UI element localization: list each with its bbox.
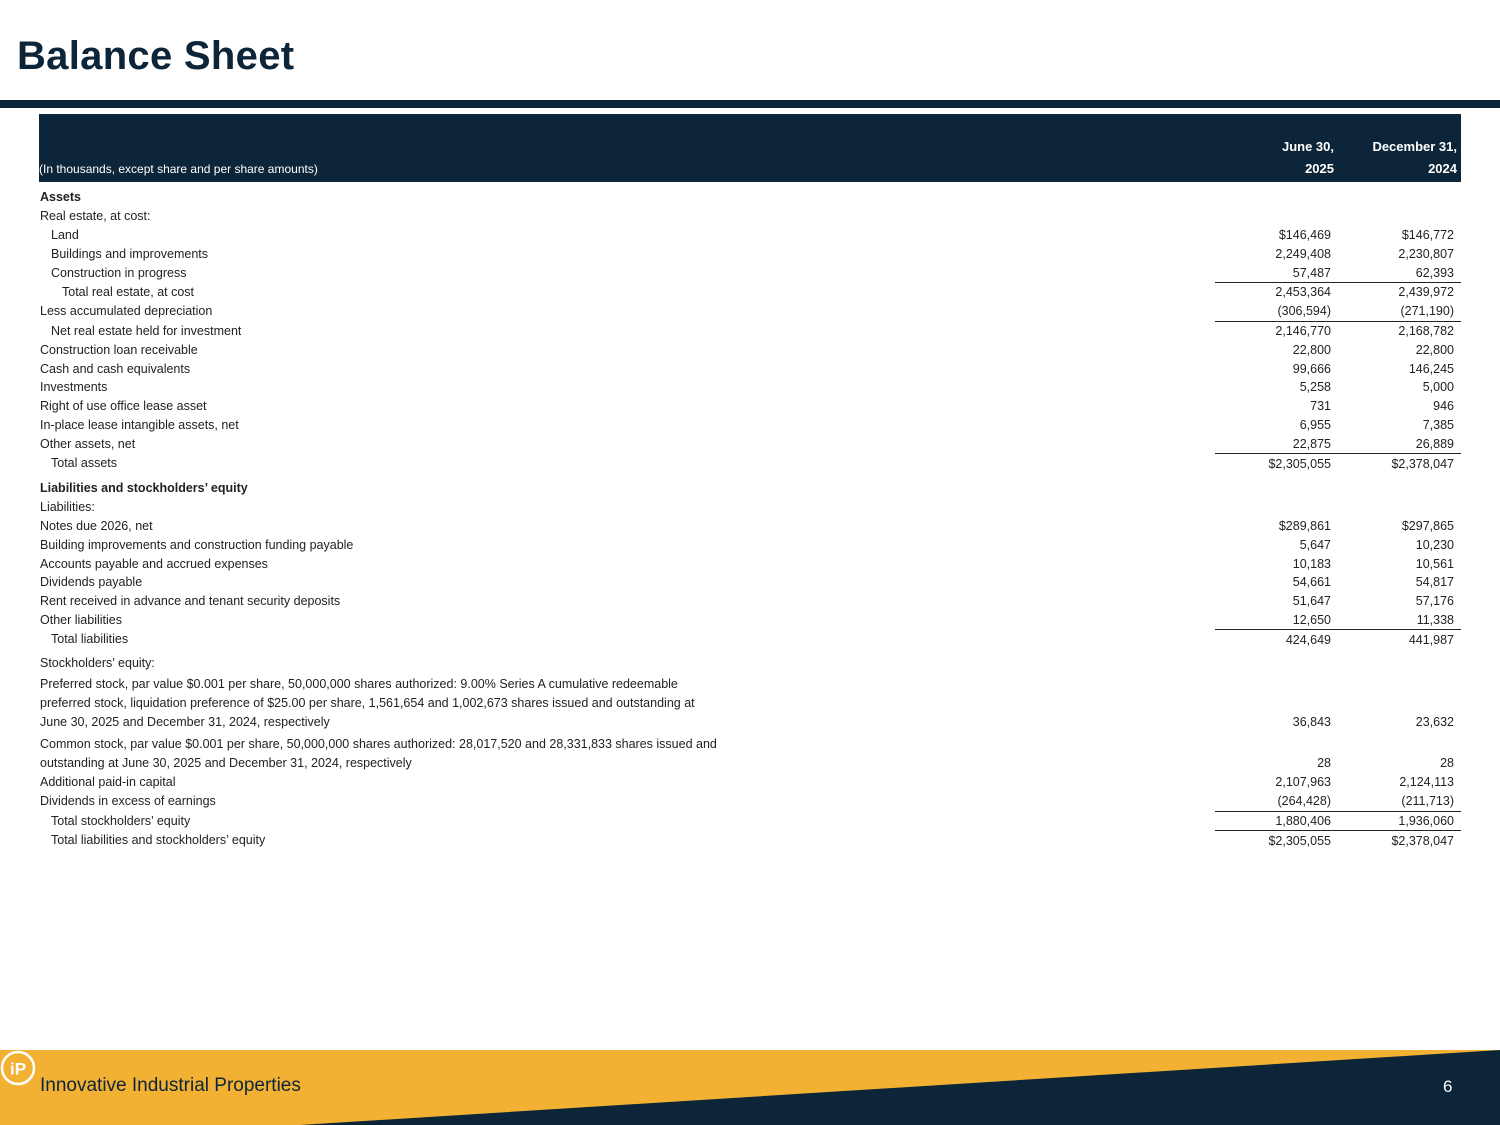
- value-december-2024: $2,378,047: [1391, 456, 1454, 471]
- value-december-2024: 2,124,113: [1399, 775, 1454, 790]
- value-june-2025: [1215, 649, 1338, 672]
- value-december-2024: $146,772: [1401, 227, 1454, 242]
- value-december-2024: 10,230: [1415, 537, 1454, 552]
- value-june-2025: $2,305,055: [1268, 456, 1331, 471]
- table-row: [39, 773, 1461, 792]
- value-june-2025: 731: [1310, 399, 1331, 414]
- footer: [0, 1050, 1500, 1125]
- units-note: (In thousands, except share and per share amounts): [39, 114, 1215, 182]
- row-label: Common stock, par value $0.001 per share, 50,000,000 shares authorized: 28,017,520 and 28,331,833 shares issued and outstanding at June 30, 2025 and December 31, 2024, respectively: [40, 736, 717, 770]
- company-logo-icon: [0, 1050, 36, 1086]
- row-label: Total stockholders’ equity: [51, 813, 191, 828]
- logo-text: iP: [9, 1059, 27, 1079]
- column-header-line: 2025: [1305, 161, 1334, 176]
- value-june-2025: [1215, 473, 1338, 498]
- value-december-2024: (271,190): [1338, 302, 1461, 321]
- row-label: Right of use office lease asset: [40, 399, 207, 414]
- column-header-line: June 30,: [1281, 139, 1334, 154]
- table-row: [39, 672, 1461, 732]
- value-december-2024: 62,393: [1338, 263, 1461, 282]
- table-body: [39, 182, 1461, 850]
- value-december-2024: [1338, 473, 1461, 498]
- table-row: [39, 473, 1461, 498]
- table-row: [39, 732, 1461, 773]
- row-label: Investments: [40, 380, 108, 395]
- value-december-2024: 2,168,782: [1398, 323, 1454, 338]
- value-june-2025: 54,661: [1292, 575, 1331, 590]
- table-row: [39, 611, 1461, 630]
- row-label: Less accumulated depreciation: [40, 304, 213, 319]
- value-june-2025: 1,880,406: [1215, 811, 1338, 831]
- value-june-2025: 36,843: [1292, 714, 1331, 729]
- value-june-2025: 6,955: [1299, 417, 1331, 432]
- value-june-2025: 99,666: [1292, 361, 1331, 376]
- row-label: Liabilities:: [40, 500, 95, 515]
- table-row: [39, 831, 1461, 850]
- value-december-2024: 11,338: [1338, 611, 1461, 630]
- value-december-2024: 2,439,972: [1398, 285, 1454, 300]
- table-row: [39, 592, 1461, 611]
- table-row: [39, 244, 1461, 263]
- table-row: [39, 630, 1461, 649]
- table-row: [39, 573, 1461, 592]
- row-label: Buildings and improvements: [51, 246, 209, 261]
- value-december-2024: $297,865: [1401, 518, 1454, 533]
- value-june-2025: 28: [1317, 755, 1331, 770]
- value-june-2025: 424,649: [1285, 632, 1331, 647]
- value-june-2025: 5,258: [1299, 380, 1331, 395]
- table-row: [39, 811, 1461, 831]
- value-december-2024: [1338, 207, 1461, 226]
- row-label: Total liabilities and stockholders’ equity: [51, 833, 266, 848]
- column-header-december-2024: [1338, 114, 1461, 182]
- table-row: [39, 498, 1461, 517]
- value-june-2025: 2,453,364: [1275, 285, 1331, 300]
- value-december-2024: [1338, 498, 1461, 517]
- row-label: Cash and cash equivalents: [40, 361, 191, 376]
- value-december-2024: 57,176: [1415, 594, 1454, 609]
- table-row: [39, 182, 1461, 207]
- title-divider: [0, 100, 1500, 108]
- row-label: Total assets: [51, 456, 118, 471]
- value-june-2025: [1215, 207, 1338, 226]
- table-row: [39, 340, 1461, 359]
- table-header: [39, 114, 1461, 182]
- row-label: Other assets, net: [40, 437, 136, 451]
- row-label: Stockholders’ equity:: [40, 655, 155, 670]
- row-label: Dividends payable: [40, 575, 143, 590]
- table-row: [39, 226, 1461, 245]
- table-row: [39, 282, 1461, 301]
- value-june-2025: (264,428): [1215, 792, 1338, 811]
- value-june-2025: 2,249,408: [1275, 246, 1331, 261]
- column-header-june-2025: [1215, 114, 1338, 182]
- row-label: Notes due 2026, net: [40, 518, 153, 533]
- table-row: [39, 792, 1461, 811]
- table-row: [39, 535, 1461, 554]
- value-december-2024: 1,936,060: [1338, 811, 1461, 831]
- table-row: [39, 517, 1461, 536]
- value-december-2024: $2,378,047: [1391, 833, 1454, 848]
- table-row: [39, 359, 1461, 378]
- company-name: Innovative Industrial Properties: [40, 1075, 301, 1096]
- value-june-2025: 2,146,770: [1275, 323, 1331, 338]
- table-row: [39, 378, 1461, 397]
- value-june-2025: 22,800: [1292, 342, 1331, 357]
- column-header-line: 2024: [1428, 161, 1457, 176]
- table-row: [39, 321, 1461, 340]
- row-label: Total liabilities: [51, 632, 129, 647]
- value-june-2025: 10,183: [1292, 556, 1331, 571]
- row-label: Other liabilities: [40, 613, 122, 628]
- row-label: Accounts payable and accrued expenses: [40, 556, 268, 571]
- value-june-2025: $146,469: [1278, 227, 1331, 242]
- table-row: [39, 263, 1461, 282]
- value-december-2024: 26,889: [1338, 434, 1461, 453]
- row-label: Preferred stock, par value $0.001 per share, 50,000,000 shares authorized: 9.00% Series A cumulative redeemable preferred stock, liquidation preference of $25.00 per share, 1,561,654 and 1,002,673 shares issued and outstanding at June 30, 2025 and December 31, 2024, respectively: [40, 676, 695, 729]
- value-december-2024: 10,561: [1415, 556, 1454, 571]
- page-title: Balance Sheet: [17, 34, 295, 78]
- value-december-2024: 2,230,807: [1398, 246, 1454, 261]
- value-december-2024: [1338, 649, 1461, 672]
- row-label: Total real estate, at cost: [62, 285, 195, 300]
- value-june-2025: 22,875: [1215, 434, 1338, 453]
- value-december-2024: 23,632: [1415, 714, 1454, 729]
- value-december-2024: 946: [1433, 399, 1454, 414]
- table-row: [39, 397, 1461, 416]
- value-december-2024: 5,000: [1422, 380, 1454, 395]
- row-label: Construction loan receivable: [40, 342, 198, 357]
- value-june-2025: 5,647: [1299, 537, 1331, 552]
- page-number: 6: [1443, 1077, 1453, 1096]
- row-label: Building improvements and construction funding payable: [40, 537, 354, 552]
- row-label: In-place lease intangible assets, net: [40, 417, 239, 432]
- value-june-2025: [1215, 182, 1338, 207]
- table-row: [39, 434, 1461, 453]
- value-june-2025: [1215, 498, 1338, 517]
- value-december-2024: 7,385: [1422, 417, 1454, 432]
- value-december-2024: (211,713): [1338, 792, 1461, 811]
- value-december-2024: 54,817: [1415, 575, 1454, 590]
- table-row: [39, 302, 1461, 321]
- table-row: [39, 649, 1461, 672]
- balance-sheet-table: [39, 114, 1461, 850]
- row-label: Rent received in advance and tenant security deposits: [40, 594, 341, 609]
- table-row: [39, 207, 1461, 226]
- row-label: Real estate, at cost:: [40, 209, 151, 224]
- row-label: Land: [51, 227, 79, 242]
- row-label: Assets: [40, 190, 81, 205]
- row-label: Dividends in excess of earnings: [40, 794, 216, 809]
- value-december-2024: 22,800: [1415, 342, 1454, 357]
- value-june-2025: 2,107,963: [1275, 775, 1331, 790]
- row-label: Net real estate held for investment: [51, 323, 242, 338]
- value-december-2024: 441,987: [1408, 632, 1454, 647]
- value-june-2025: 57,487: [1215, 263, 1338, 282]
- table-row: [39, 554, 1461, 573]
- table-row: [39, 416, 1461, 435]
- value-december-2024: [1338, 182, 1461, 207]
- row-label: Construction in progress: [51, 265, 187, 280]
- value-june-2025: $289,861: [1278, 518, 1331, 533]
- value-june-2025: $2,305,055: [1268, 833, 1331, 848]
- row-label: Liabilities and stockholders’ equity: [40, 481, 248, 496]
- value-december-2024: 146,245: [1408, 361, 1454, 376]
- value-june-2025: 51,647: [1292, 594, 1331, 609]
- value-june-2025: 12,650: [1215, 611, 1338, 630]
- value-december-2024: 28: [1440, 755, 1454, 770]
- value-june-2025: (306,594): [1215, 302, 1338, 321]
- table-row: [39, 454, 1461, 473]
- row-label: Additional paid-in capital: [40, 775, 176, 790]
- column-header-line: December 31,: [1372, 139, 1457, 154]
